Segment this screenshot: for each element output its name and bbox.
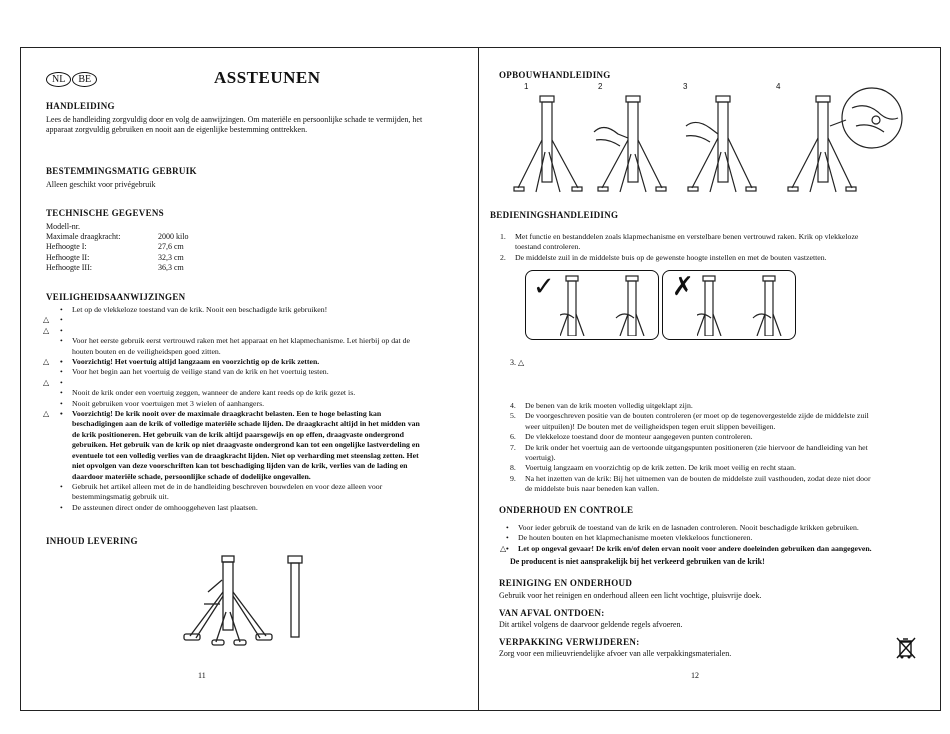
list-item: 5. De voorgeschreven positie van de bouten controleren (er moet op de tegenovergestelde zijde de middelste zuil (510, 411, 869, 421)
warning-triangle-icon: △ (43, 357, 50, 367)
cross-mark-icon: ✗ (672, 272, 694, 302)
list-item: • Gebruik het artikel alleen met de in de handleiding beschreven bouwdelen en voor deze alleen voor (60, 481, 383, 491)
model-number-label: Modell-nr. (46, 222, 80, 231)
reiniging-text: Gebruik voor het reinigen en onderhoud alleen een licht vochtige, pluisvrije doek. (499, 591, 762, 600)
wrong-usage-illustration (697, 274, 792, 336)
page-number-left: 11 (198, 671, 206, 680)
reiniging-heading: REINIGING EN ONDERHOUD (499, 578, 633, 588)
list-item: 7. De krik onder het voertuig aan de vertoonde uitgangspunten positioneren (zie hiervoor de handleiding van het (510, 442, 868, 452)
list-item: gebruiken. Het gebruik van de krik op niet draagvaste ondergrond kan tot een ongelijke lastverdeling en (72, 440, 420, 450)
list-item: daardoor materiële schade, persoonlijke schade of dodelijke ongevallen. (72, 471, 311, 481)
center-column-illustration (285, 553, 305, 639)
axle-stand-illustration (178, 552, 278, 648)
crossed-bin-icon (896, 636, 916, 660)
step-number: 3 (683, 82, 688, 91)
list-item: • De houten bouten en het klapmechanisme moeten vlekkeloos functioneren. (506, 533, 753, 543)
step-4-illustration (780, 82, 910, 202)
onderhoud-list (492, 523, 932, 554)
step-number: 1 (524, 82, 529, 91)
step-2-illustration (590, 92, 670, 198)
list-item: △ • (43, 325, 63, 335)
afval-heading: VAN AFVAL ONTDOEN: (499, 608, 605, 618)
warning-triangle-icon: △ (43, 409, 50, 419)
check-mark-icon: ✓ (533, 272, 555, 302)
levering-heading: INHOUD LEVERING (46, 536, 138, 546)
list-item: • De assteunen direct onder de omhooggeheven last plaatsen. (60, 502, 258, 512)
list-item: weer uitpuilen)! De bouten met de veiligheidspen tegen eruit slippen beveiligen. (525, 421, 776, 431)
handleiding-text-2: apparaat zorgvuldig gebruiken en nooit aan de eigenlijke bestemming onttrekken. (46, 125, 308, 134)
list-item: • Nooit gebruiken voor voertuigen met 3 wielen of aanhangers. (60, 398, 265, 408)
list-item: △ • (43, 377, 63, 387)
spec-value: 36,3 cm (158, 263, 184, 272)
list-item: voertuig). (525, 453, 556, 463)
veiligheid-heading: VEILIGHEIDSAANWIJZINGEN (46, 292, 186, 302)
bestemming-text: Alleen geschikt voor privégebruik (46, 180, 156, 189)
list-item: △ • Voorzichtig! Het voertuig altijd langzaam en voorzichtig op de krik zetten. (43, 357, 320, 367)
list-item: • Voor het begin aan het voertuig de veilige stand van de krik en het voertuig testen. (60, 367, 329, 377)
spec-label: Hefhoogte I: (46, 242, 87, 251)
warning-triangle-icon: △ (500, 543, 507, 553)
list-item: 6. De vlekkeloze toestand door de monteur aangegeven punten controleren. (510, 432, 753, 442)
list-item: 4. De benen van de krik moeten volledig uitgeklapt zijn. (510, 401, 693, 410)
step-number: 4 (776, 82, 781, 91)
list-item: • Voor het eerste gebruik eerst vertrouwd raken met het apparaat en het klapmechanisme. Let hierbij op dat de (60, 336, 411, 346)
page-title: ASSTEUNEN (214, 68, 321, 87)
spec-label: Hefhoogte II: (46, 253, 90, 262)
list-item: eventuele tot een volledig verlies van de draagkracht lijden. Niet op verharding met steenslag zetten. Het (72, 450, 419, 460)
step-number: 2 (598, 82, 603, 91)
list-item: 8. Voertuig langzaam en voorzichtig op de krik zetten. De krik moet veilig en recht staan. (510, 463, 796, 473)
warning-triangle-icon: △ (43, 325, 50, 335)
afval-text: Dit artikel volgens de daarvoor geldende regels afvoeren. (499, 620, 683, 629)
warning-triangle-icon: △ (43, 315, 50, 325)
lang-badge-nl: NL (46, 72, 71, 87)
handleiding-heading: HANDLEIDING (46, 101, 115, 111)
liability-notice: De producent is niet aansprakelijk bij het verkeerd gebruiken van de krik! (510, 557, 765, 566)
lang-badge-be: BE (72, 72, 97, 87)
spec-label: Hefhoogte III: (46, 263, 92, 272)
step-1-illustration (508, 92, 588, 198)
list-item: • Nooit de krik onder een voertuig zeggen, wanneer de andere kant reeds op de krik gezet is. (60, 388, 356, 398)
bediening-list-a (500, 232, 920, 263)
spec-value: 2000 kilo (158, 232, 189, 241)
list-item: 2. De middelste zuil in de middelste buis op de gewenste hoogte instellen en met de bouten vastzetten. (500, 252, 827, 262)
step-3-illustration (680, 92, 760, 198)
spec-value: 27,6 cm (158, 242, 184, 251)
list-item: toestand controleren. (515, 242, 581, 252)
page-fold (478, 47, 479, 711)
list-item: △ • Voorzichtig! De krik nooit over de maximale draagkracht belasten. Een te hoge belasting kan (43, 409, 382, 419)
correct-usage-illustration (560, 274, 655, 336)
list-item: 1. Met functie en bestanddelen zoals klapmechanisme en verstelbare benen vertrouwd raken. Krik op vlekkeloze (500, 232, 859, 241)
verpakking-heading: VERPAKKING VERWIJDEREN: (499, 637, 640, 647)
list-item: de middelste buis naar beneden kan vallen. (525, 484, 660, 494)
handleiding-text-1: Lees de handleiding zorgvuldig door en volg de aanwijzingen. Om materiële en persoonlijke schade te vermijden, het (46, 115, 423, 124)
page-number-right: 12 (691, 671, 699, 680)
onderhoud-heading: ONDERHOUD EN CONTROLE (499, 505, 634, 515)
list-item: niet opvolgen van deze voorschriften kan tot beschadiging lijden van de krik, verlies van de lading en (72, 461, 408, 471)
warning-triangle-icon: △ (518, 358, 525, 367)
opbouw-heading: OPBOUWHANDLEIDING (499, 70, 611, 80)
verpakking-text: Zorg voor een milieuvriendelijke afvoer van alle verpakkingsmaterialen. (499, 649, 732, 658)
warning-triangle-icon: △ (43, 377, 50, 387)
list-item: △ • (43, 315, 63, 325)
bestemming-heading: BESTEMMINGSMATIG GEBRUIK (46, 166, 197, 176)
list-item: • Let op de vlekkeloze toestand van de krik. Nooit een beschadigde krik gebruiken! (60, 305, 328, 314)
step-3-number: 3. △ (510, 358, 525, 367)
list-item: bestemmingsmatig gebruik uit. (72, 492, 169, 502)
list-item: • Voor ieder gebruik de toestand van de krik en de lasnaden controleren. Nooit beschadigde krikken gebruiken. (506, 523, 859, 532)
list-item: houten bouten en de veiligheidspen goed zitten. (72, 346, 221, 356)
language-badges (46, 72, 97, 87)
spec-label: Maximale draagkracht: (46, 232, 121, 241)
list-item: de krik positioneren. Het gebruik van de krik altijd paarsgewijs en op effen, draagvaste ondergrond (72, 429, 404, 439)
bediening-heading: BEDIENINGSHANDLEIDING (490, 210, 619, 220)
bediening-list-b (510, 401, 920, 495)
technisch-heading: TECHNISCHE GEGEVENS (46, 208, 164, 218)
spec-value: 32,3 cm (158, 253, 184, 262)
list-item: △ • Let op ongeval gevaar! De krik en/of delen ervan nooit voor andere doeleinden gebruiken dan aangegeven. (500, 543, 872, 553)
list-item: beschadigingen aan de krik of volledige materiële schade lijden. De draagkracht altijd in het midden van (72, 419, 420, 429)
list-item: 9. Na het inzetten van de krik: Bij het uitnemen van de bouten de middelste zuil vasthouden, zodat deze niet door (510, 473, 871, 483)
safety-list (43, 305, 466, 513)
